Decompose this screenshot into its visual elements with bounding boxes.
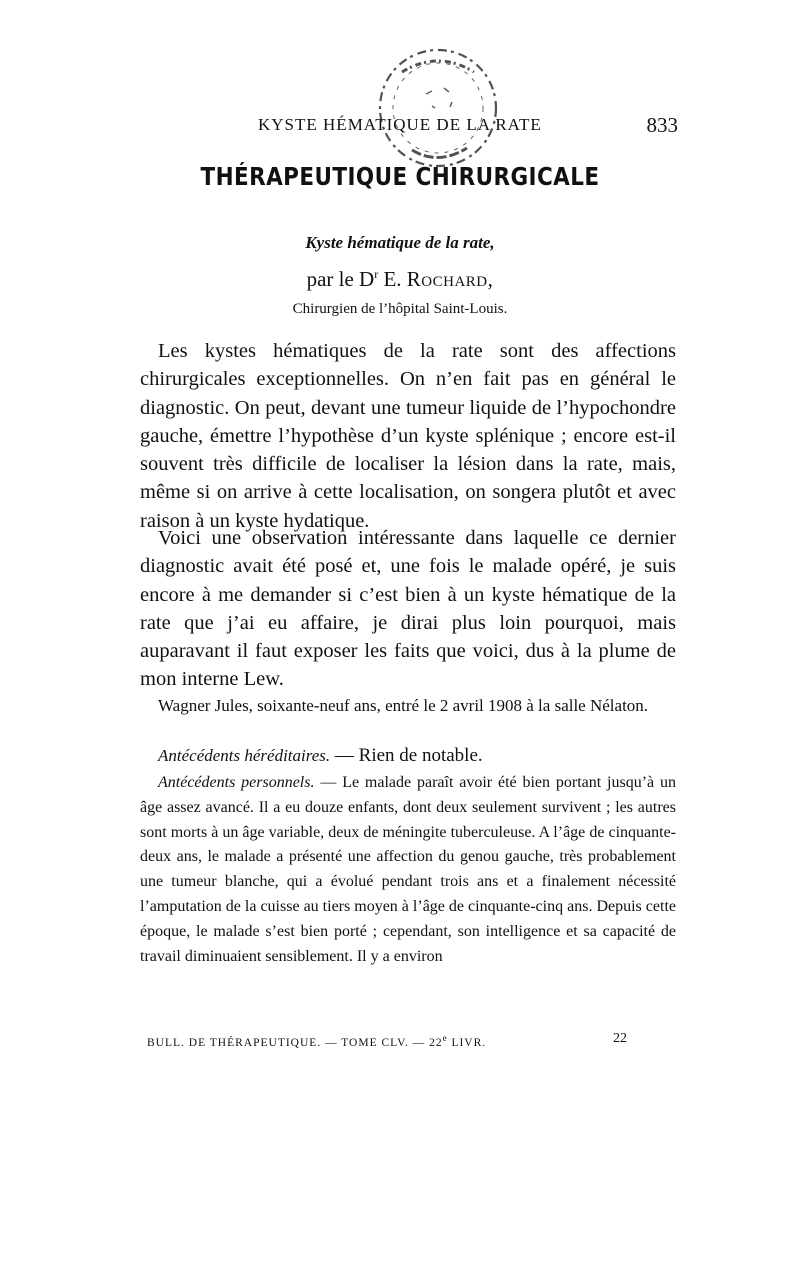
footer-signature [147,1033,486,1049]
byline [0,267,800,292]
page-number: 833 [646,113,678,137]
article-title: Kyste hématique de la rate, [305,233,495,252]
personal-label: Antécédents personnels. [158,774,315,791]
hereditary-text: — Rien de notable. [330,745,483,766]
paragraph-personal [140,771,676,969]
paragraph-patient: Wagner Jules, soixante-neuf ans, entré le 2 avril 1908 à la salle Nélaton. [158,696,649,715]
personal-text: — Le malade paraît avoir été bien portant jusqu’à un âge assez avancé. Il a eu douze enfants, dont deux seulement survivent ; les autres sont morts à un âge variable, deux de méningite tuberculeuse. A l’âge de cinquante-deux ans, le malade a présenté une affection du genou gauche, très probablement une tumeur blanche, qui a évolué pendant trois ans et a finalement nécessité l’amputation de la cuisse au tiers moyen à l’âge de cinquante-cinq ans. Depuis cette époque, le malade s’est bien porté ; cependant, son intelligence et sa capacité de travail diminuaient sensiblement. Il y a environ [140,774,677,965]
page-footer [147,1033,627,1051]
byline-sup: r [374,267,379,281]
byline-prefix: par le D [306,267,375,291]
author-affiliation: Chirurgien de l’hôpital Saint-Louis. [292,301,508,317]
library-stamp-icon [372,42,504,174]
byline-initial: E. [383,267,402,291]
signature-sup: e [442,1033,448,1043]
section-title: THÉRAPEUTIQUE CHIRURGICALE [200,162,600,191]
sheet-number: 22 [613,1031,627,1046]
paragraph-intro: Les kystes hématiques de la rate sont des affections chirurgicales exceptionnelles. On n’en fait pas en général le diagnostic. On peut, devant une tumeur liquide de l’hypochondre gauche, émettre l’hypothèse d’un kyste splénique ; encore est-il souvent très difficile de localiser la lésion dans la rate, mais, même si on arrive à cette localisation, on songera plutôt et avec raison à un kyste hydatique. [140,340,676,532]
author-name: Rochard, [406,267,494,291]
paragraph-hereditary [140,743,676,768]
signature-end: LIVR. [447,1036,487,1049]
signature-main: BULL. DE THÉRAPEUTIQUE. — TOME CLV. — 22 [147,1036,443,1049]
paragraph-observation: Voici une observation intéressante dans laquelle ce dernier diagnostic avait été posé et, une fois le malade opéré, je suis encore à me demander si c’est bien à un kyste hématique de la rate que j’ai eu affaire, je dirai plus loin pourquoi, mais auparavant il faut exposer les faits que voici, dus à la plume de mon interne Lew. [140,527,676,691]
hereditary-label: Antécédents héréditaires. [158,746,331,765]
running-title: KYSTE HÉMATIQUE DE LA RATE [258,115,542,134]
